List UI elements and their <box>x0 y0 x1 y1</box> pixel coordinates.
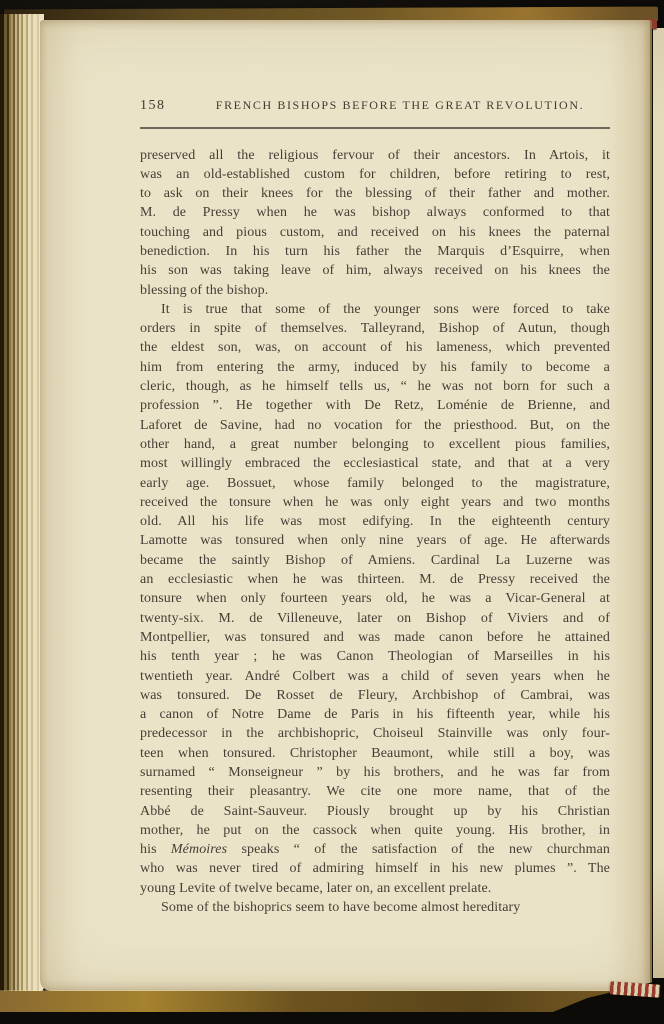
text-line: Montpellier, was tonsured and was made canon before he attained <box>140 629 610 645</box>
text-line: other hand, a great number belonging to excellent pious families, <box>140 436 610 452</box>
running-head <box>140 98 610 114</box>
text-line: a canon of Notre Dame de Paris in his fifteenth year, while his <box>140 707 610 723</box>
text-line: him from entering the army, induced by his family to become a <box>140 359 610 375</box>
text-line: Some of the bishoprics seem to have become almost hereditary <box>161 900 521 916</box>
header-rule <box>140 127 610 129</box>
book-page <box>40 20 650 991</box>
text-line: his Mémoires speaks “ of the satisfaction of the new churchman <box>140 842 610 858</box>
text-line: profession ”. He together with De Retz, Loménie de Brienne, and <box>140 398 610 414</box>
text-line: surnamed “ Monseigneur ” by his brothers, and he was far from <box>140 765 610 780</box>
page-content <box>140 20 610 917</box>
text-line: most willingly embraced the ecclesiastical state, and that at a very <box>140 456 610 472</box>
text-line: preserved all the religious fervour of their ancestors. In Artois, it <box>140 147 610 163</box>
page-number: 158 <box>140 98 166 113</box>
text-line: M. de Pressy when he was bishop always conformed to that <box>140 205 610 221</box>
text-line: teen when tonsured. Christopher Beaumont, while still a boy, was <box>140 745 610 761</box>
text-line: received the tonsure when he was only eight years and two months <box>140 494 610 510</box>
text-line: resenting their pleasantry. We cite one more name, that of the <box>140 784 610 800</box>
text-line: who was never tired of admiring himself in his new plumes ”. The <box>140 861 610 877</box>
text-line: Lamotte was tonsured when only nine years of age. He afterwards <box>140 533 610 549</box>
text-line: cleric, though, as he himself tells us, “ he was not born for such a <box>140 379 610 395</box>
paragraph <box>140 146 610 300</box>
text-line: was tonsured. De Rosset de Fleury, Archbishop of Cambrai, was <box>140 687 610 703</box>
text-line: predecessor in the archbishopric, Choiseul Stainville was only four- <box>140 726 610 742</box>
text-line: young Levite of twelve became, later on, an excellent prelate. <box>140 880 492 896</box>
paragraph <box>140 898 610 917</box>
text-line: orders in spite of themselves. Talleyrand, Bishop of Autun, though <box>140 321 610 337</box>
paragraph <box>140 300 610 898</box>
text-line: early age. Bossuet, whose family belonged to the magistrature, <box>140 475 610 491</box>
text-line: the eldest son, was, on account of his lameness, which prevented <box>140 340 610 356</box>
text-line: became the saintly Bishop of Amiens. Cardinal La Luzerne was <box>140 552 610 568</box>
text-line: to ask on their knees for the blessing of their father and mother. <box>140 186 610 202</box>
text-line: his tenth year ; he was Canon Theologian of Marseilles in his <box>140 649 610 665</box>
text-line: tonsure when only fourteen years old, he was a Vicar-General at <box>140 591 610 607</box>
page-text <box>140 146 610 918</box>
text-line: Abbé de Saint-Sauveur. Piously brought up by his Christian <box>140 803 610 819</box>
text-line: old. All his life was most edifying. In the eighteenth century <box>140 514 610 530</box>
text-line: an ecclesiastic when he was thirteen. M. de Pressy received the <box>140 572 610 588</box>
running-header-title: FRENCH BISHOPS BEFORE THE GREAT REVOLUTION. <box>215 98 585 112</box>
text-line: benediction. In his turn his father the Marquis d’Esquirre, when <box>140 243 610 259</box>
text-line: his son was taking leave of him, always received on his knees the <box>140 263 610 279</box>
adjacent-page-edge <box>653 28 664 978</box>
text-line: twentieth year. André Colbert was a child of seven years when he <box>140 668 610 684</box>
text-line: mother, he put on the cassock when quite young. His brother, in <box>140 822 610 838</box>
text-line: Laforet de Savine, had no vocation for the priesthood. But, on the <box>140 417 610 433</box>
text-line: It is true that some of the younger sons were forced to take <box>161 301 610 317</box>
text-line: twenty-six. M. de Villeneuve, later on Bishop of Viviers and of <box>140 610 610 626</box>
page-edges-stack <box>0 14 44 994</box>
text-line: blessing of the bishop. <box>140 282 269 298</box>
text-line: touching and pious custom, and received on his knees the paternal <box>140 224 610 240</box>
text-line: was an old-established custom for children, before retiring to rest, <box>140 166 610 182</box>
